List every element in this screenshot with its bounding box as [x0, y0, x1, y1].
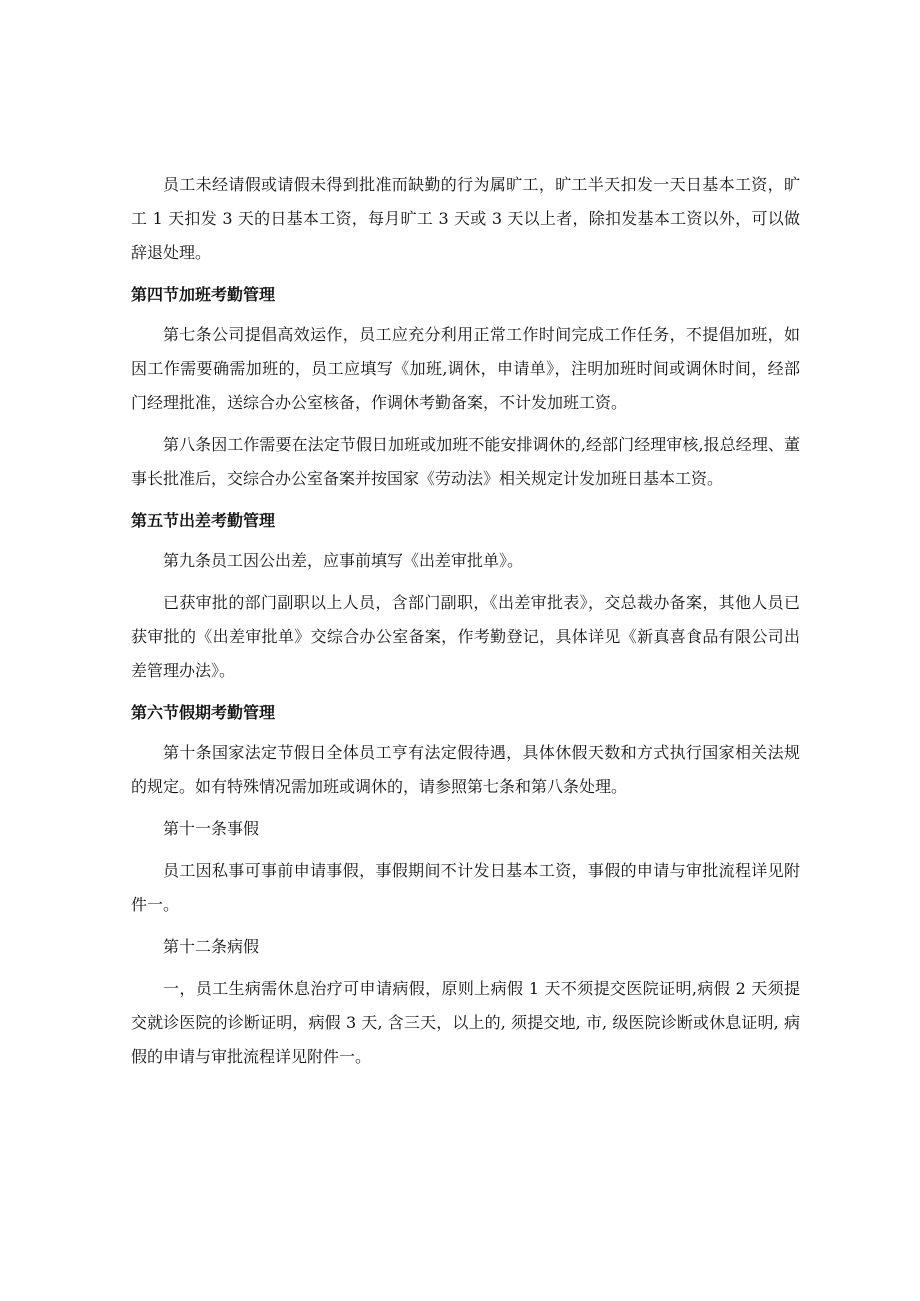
paragraph-article-12-title: 第十二条病假 [163, 937, 260, 956]
section-heading-holiday: 第六节假期考勤管理 [131, 703, 276, 722]
paragraph-trip-approval: 已获审批的部门副职以上人员，含部门副职，《出差审批表》，交总裁办备案，其他人员已获审批的《出差审批单》交综合办公室备案，作考勤登记，具体详见《新真喜食品有限公司出差管理办法》。 [131, 593, 800, 680]
paragraph-article-9: 第九条员工因公出差，应事前填写《出差审批单》。 [163, 551, 524, 570]
paragraph-article-7: 第七条公司提倡高效运作，员工应充分利用正常工作时间完成工作任务，不提倡加班，如因工作需要确需加班的，员工应填写《加班,调休，申请单》，注明加班时间或调休时间，经部门经理批准，送综合办公室核备，作调休考勤备案，不计发加班工资。 [131, 325, 800, 412]
section-heading-business-trip: 第五节出差考勤管理 [131, 511, 276, 530]
section-heading-overtime: 第四节加班考勤管理 [131, 285, 276, 304]
paragraph-sick-leave: 一，员工生病需休息治疗可申请病假，原则上病假 1 天不须提交医院证明,病假 2 天须提交就诊医院的诊断证明，病假 3 天, 含三天，以上的, 须提交地, 市, 级医院诊断或休息证明, 病假的申请与审批流程详见附件一。 [131, 979, 800, 1066]
paragraph-article-8: 第八条因工作需要在法定节假日加班或加班不能安排调休的,经部门经理审核,报总经理、董事长批准后，交综合办公室备案并按国家《劳动法》相关规定计发加班日基本工资。 [131, 435, 800, 488]
paragraph-article-11-title: 第十一条事假 [163, 819, 260, 838]
paragraph-personal-leave: 员工因私事可事前申请事假，事假期间不计发日基本工资，事假的申请与审批流程详见附件一。 [131, 861, 800, 914]
paragraph-absenteeism: 员工未经请假或请假未得到批准而缺勤的行为属旷工，旷工半天扣发一天日基本工资，旷工 1 天扣发 3 天的日基本工资，每月旷工 3 天或 3 天以上者，除扣发基本工资以外，可以做辞退处理。 [131, 175, 800, 262]
paragraph-article-10: 第十条国家法定节假日全体员工亨有法定假待遇，具体休假天数和方式执行国家相关法规的规定。如有特殊情况需加班或调休的，请参照第七条和第八条处理。 [131, 743, 800, 796]
